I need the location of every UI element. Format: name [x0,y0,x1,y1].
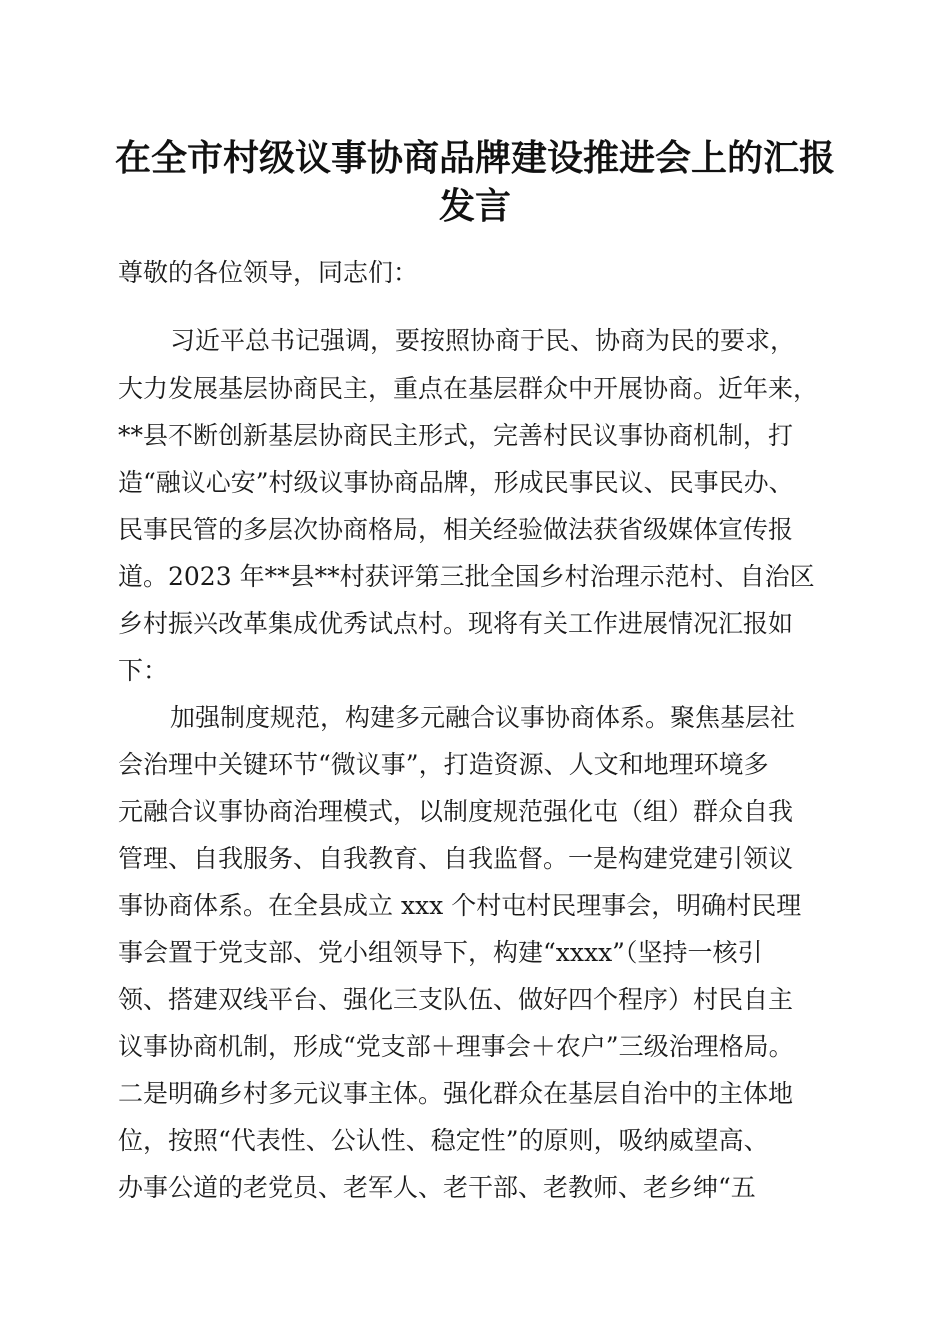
paragraph-1-line: 习近平总书记强调，要按照协商于民、协商为民的要求， [170,326,796,355]
paragraph-1-line: 下： [118,656,169,685]
paragraph-1-line: **县不断创新基层协商民主形式，完善村民议事协商机制，打 [118,421,794,450]
paragraph-2-line: 事会置于党支部、党小组领导下，构建“xxxx”（坚持一核引 [118,938,763,967]
paragraph-2-line: 位，按照“代表性、公认性、稳定性”的原则，吸纳威望高、 [118,1126,769,1155]
salutation: 尊敬的各位领导，同志们： [118,258,419,287]
paragraph-2-line: 元融合议事协商治理模式，以制度规范强化屯（组）群众自我 [118,797,794,826]
paragraph-1-line: 大力发展基层协商民主，重点在基层群众中开展协商。近年来， [118,374,819,403]
paragraph-2-line: 加强制度规范，构建多元融合议事协商体系。聚焦基层社 [170,703,796,732]
document-title-line-1: 在全市村级议事协商品牌建设推进会上的汇报 [114,137,835,179]
paragraph-2-line: 二是明确乡村多元议事主体。强化群众在基层自治中的主体地 [118,1079,794,1108]
paragraph-1-line: 民事民管的多层次协商格局，相关经验做法获省级媒体宣传报 [118,515,794,544]
paragraph-1-line: 道。2023 年**县**村获评第三批全国乡村治理示范村、自治区 [118,562,815,591]
document-title-line-2: 发言 [438,185,511,227]
paragraph-1-line: 乡村振兴改革集成优秀试点村。现将有关工作进展情况汇报如 [118,609,794,638]
paragraph-2-line: 办事公道的老党员、老军人、老干部、老教师、老乡绅“五 [118,1173,756,1202]
paragraph-2-line: 管理、自我服务、自我教育、自我监督。一是构建党建引领议 [118,844,794,873]
paragraph-1-line: 造“融议心安”村级议事协商品牌，形成民事民议、民事民办、 [118,468,794,497]
paragraph-2-line: 事协商体系。在全县成立 xxx 个村屯村民理事会，明确村民理 [118,891,802,920]
paragraph-2-line: 会治理中关键环节“微议事”，打造资源、人文和地理环境多 [118,750,769,779]
paragraph-2-line: 领、搭建双线平台、强化三支队伍、做好四个程序）村民自主 [118,985,794,1014]
paragraph-2-line: 议事协商机制，形成“党支部＋理事会＋农户”三级治理格局。 [118,1032,794,1061]
